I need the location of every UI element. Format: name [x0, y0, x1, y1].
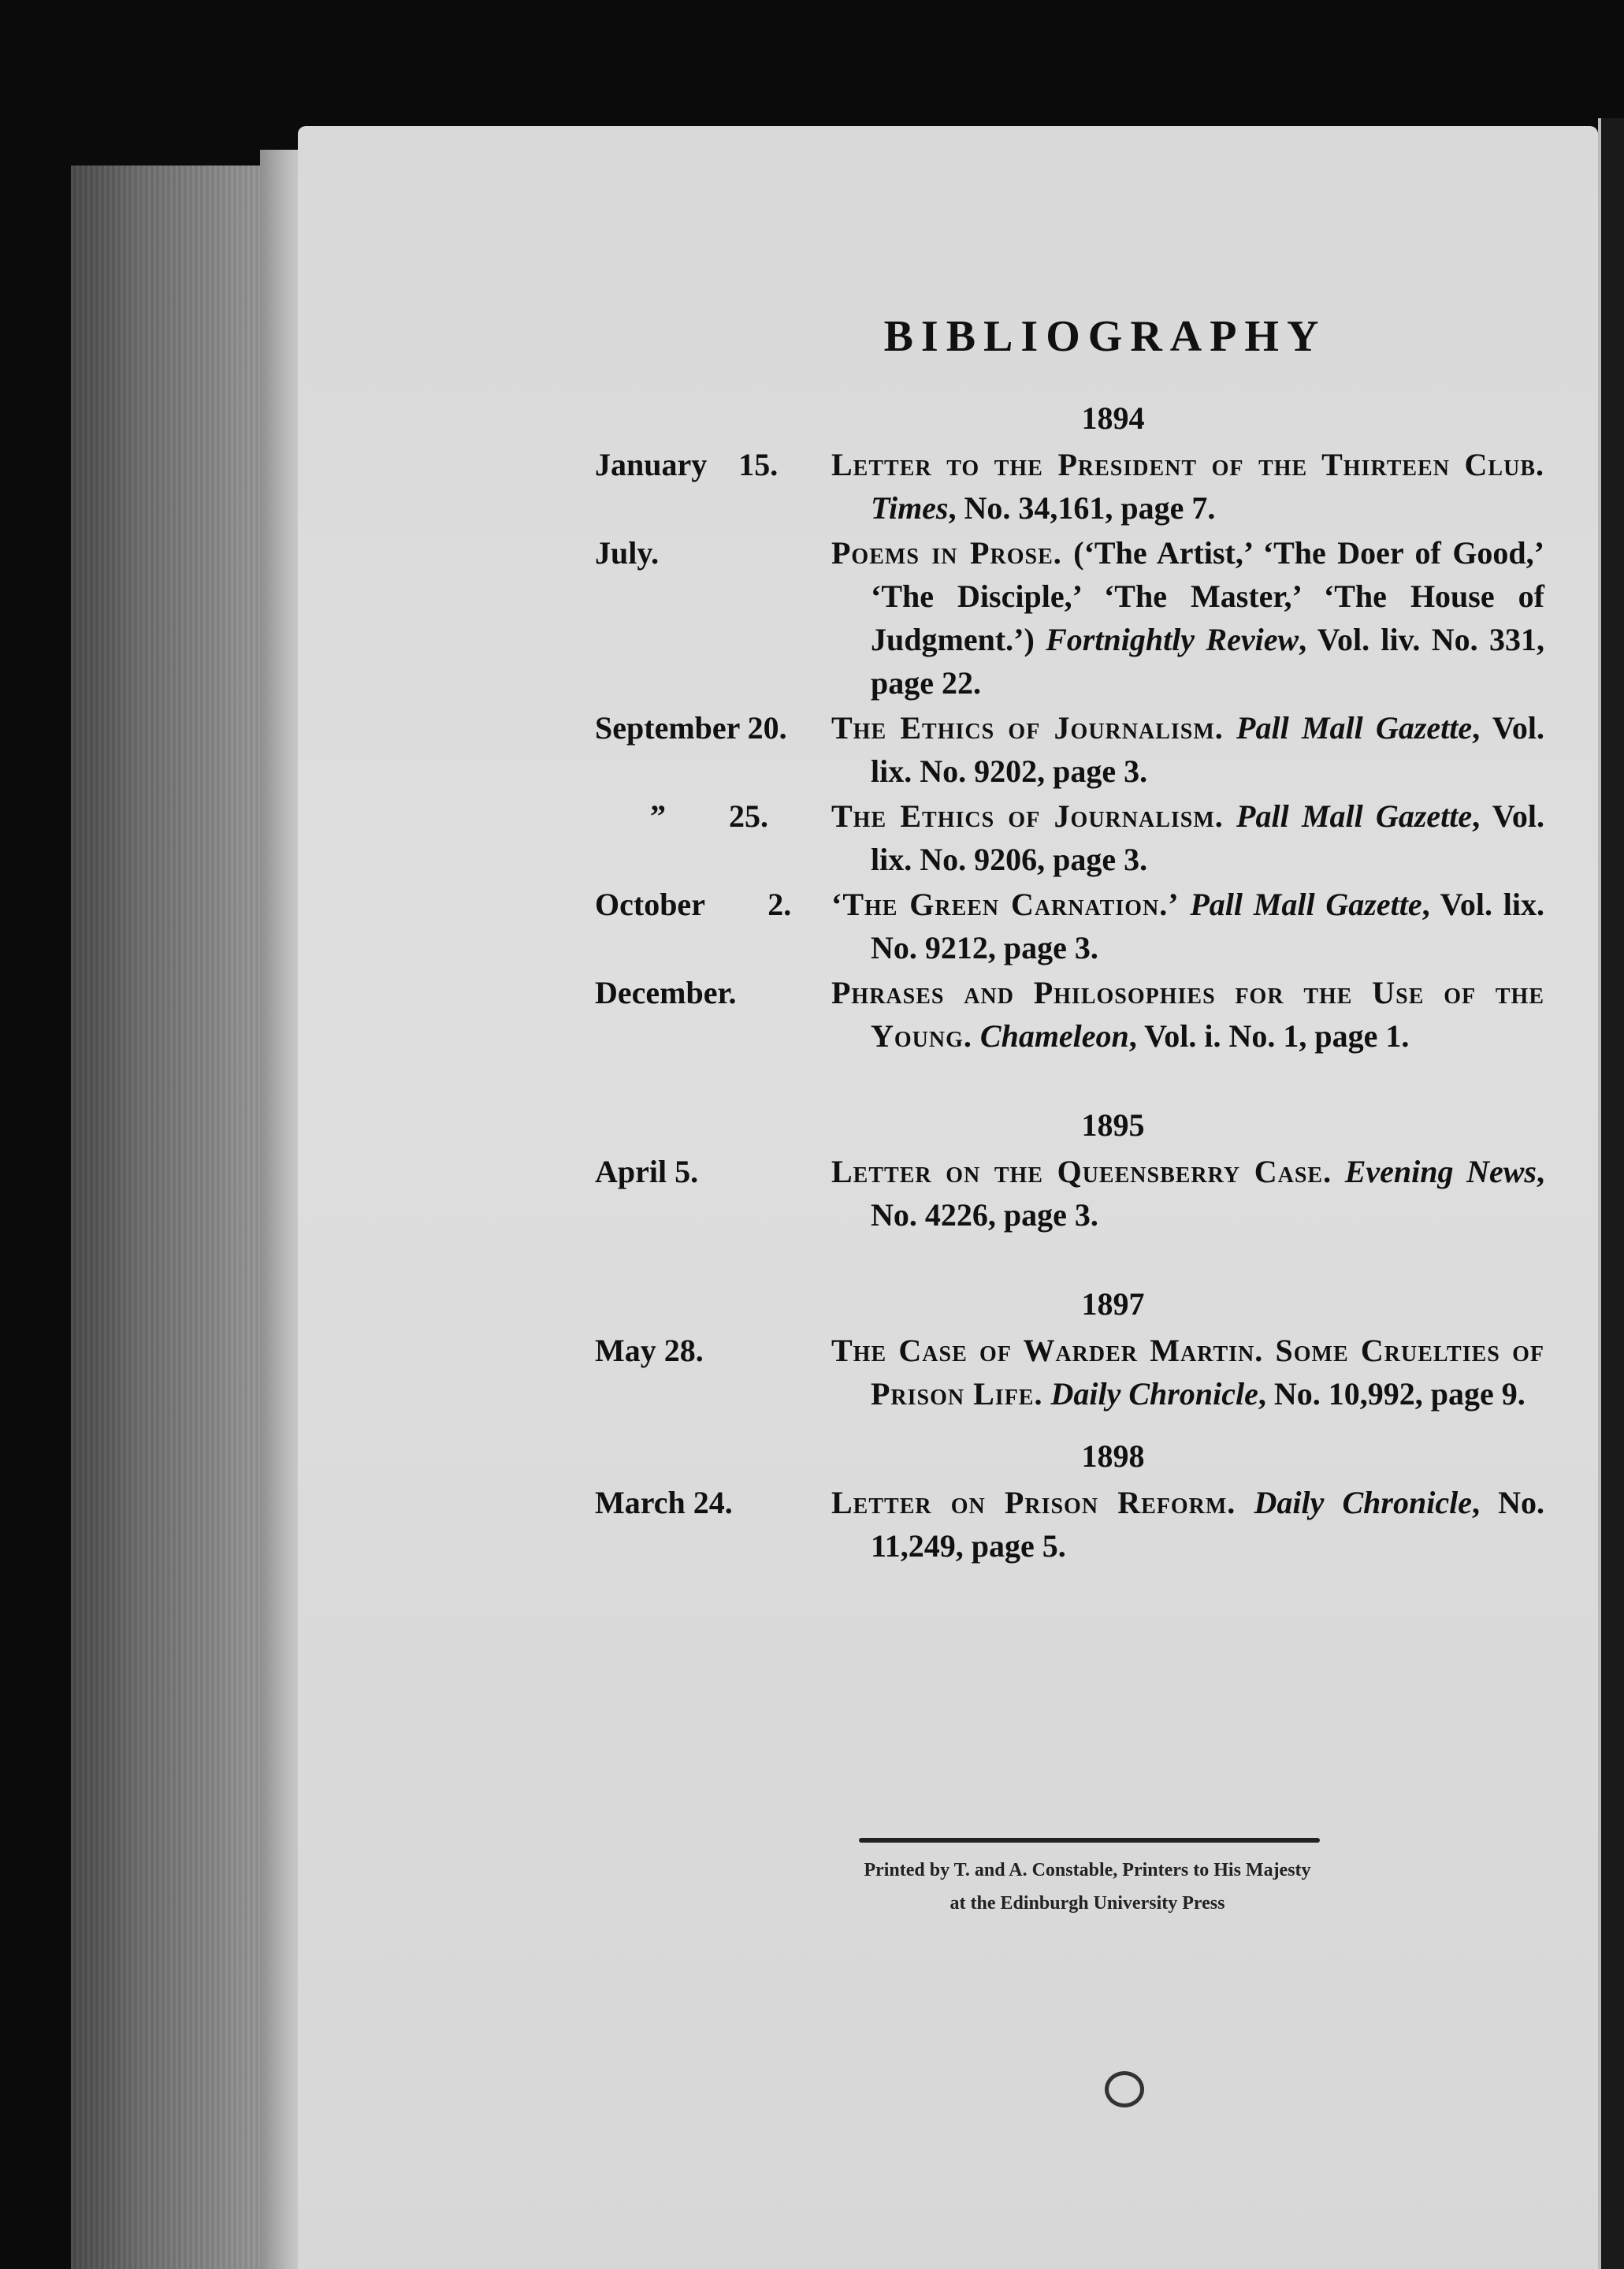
book-spine	[71, 166, 288, 2269]
publication-name: Fortnightly Review	[1046, 622, 1299, 657]
entry-detail: , Vol. lix. No. 9212, page 3.	[871, 887, 1544, 965]
year-section-1895	[595, 1107, 1544, 1237]
facing-page-edge	[1598, 118, 1624, 2269]
entry-date: March 24.	[595, 1485, 733, 1520]
bibliography-entry	[595, 1150, 1544, 1237]
entry-date: July.	[595, 535, 660, 571]
entry-date: ” 25.	[595, 798, 768, 834]
entry-detail	[1224, 798, 1236, 834]
year-heading: 1895	[1081, 1107, 1145, 1143]
publication-name: Pall Mall Gazette	[1190, 887, 1422, 922]
year-heading: 1897	[1081, 1286, 1145, 1322]
publication-name: Pall Mall Gazette	[1236, 710, 1473, 746]
publication-name: Daily Chronicle	[1050, 1376, 1258, 1412]
publication-name: Evening News	[1344, 1154, 1537, 1189]
year-heading: 1894	[1081, 400, 1145, 436]
entry-text	[831, 971, 1544, 1058]
entry-date: October 2.	[595, 887, 792, 922]
bibliography-entry	[595, 531, 1544, 705]
entry-detail	[1332, 1154, 1345, 1189]
entry-detail: , No. 34,161, page 7.	[948, 490, 1216, 526]
page-mark-circle	[1105, 2071, 1144, 2107]
colophon-line: Printed by T. and A. Constable, Printers to His Majesty	[864, 1860, 1311, 1880]
entry-date: May 28.	[595, 1333, 704, 1368]
year-heading: 1898	[1081, 1438, 1145, 1474]
entry-title: The Case of Warder Martin. Some Cruelties of Prison Life.	[831, 1333, 1544, 1412]
bibliography-entry	[595, 1329, 1544, 1415]
entry-text	[831, 883, 1544, 969]
bibliography-entry	[595, 1481, 1544, 1568]
page-title: BIBLIOGRAPHY	[883, 312, 1327, 361]
colophon-line: at the Edinburgh University Press	[950, 1893, 1225, 1914]
entry-detail: , Vol. liv. No. 331, page 22.	[871, 622, 1544, 701]
entry-detail: , Vol. i. No. 1, page 1.	[1128, 1018, 1410, 1054]
year-section-1898	[595, 1438, 1544, 1568]
bibliography-content	[595, 311, 1544, 1569]
entry-detail: , Vol. lix. No. 9206, page 3.	[871, 798, 1545, 877]
entry-date: September 20.	[595, 710, 787, 746]
entry-detail	[1042, 1376, 1050, 1412]
entry-title: Phrases and Philosophies for the Use of the Young.	[831, 975, 1544, 1054]
publication-name: Daily Chronicle	[1254, 1485, 1472, 1520]
entry-date: January 15.	[595, 447, 779, 482]
entry-date: April 5.	[595, 1154, 699, 1189]
entry-title: The Ethics of Journalism.	[831, 798, 1224, 834]
entry-title: ‘The Green Carnation.’	[831, 887, 1180, 922]
entry-detail: (‘The Artist,’ ‘The Doer of Good,’ ‘The Disciple,’ ‘The Master,’ ‘The House of Judgment.’)	[871, 535, 1544, 657]
bibliography-entry	[595, 883, 1544, 969]
printer-colophon	[741, 1854, 1434, 1920]
publication-name: Times	[871, 490, 949, 526]
entry-detail: , Vol. lix. No. 9202, page 3.	[871, 710, 1545, 789]
entry-text	[831, 443, 1544, 530]
bibliography-entry	[595, 794, 1544, 881]
entry-text	[831, 531, 1544, 705]
entry-date: December.	[595, 975, 737, 1010]
entry-title: Letter on Prison Reform.	[831, 1485, 1236, 1520]
year-section-1897	[595, 1285, 1544, 1415]
entry-text	[831, 1481, 1544, 1568]
entry-detail	[1180, 887, 1191, 922]
entry-text	[831, 1150, 1544, 1237]
entry-title: Letter to the President of the Thirteen Club.	[831, 447, 1544, 482]
entry-detail: , No. 11,249, page 5.	[871, 1485, 1544, 1564]
bibliography-entry	[595, 971, 1544, 1058]
publication-name: Chameleon	[979, 1018, 1129, 1054]
entry-text	[831, 794, 1544, 881]
entry-text	[831, 1329, 1544, 1415]
entry-detail	[972, 1018, 980, 1054]
bibliography-entry	[595, 443, 1544, 530]
year-section-1894	[595, 400, 1544, 1058]
entry-detail	[1236, 1485, 1254, 1520]
entry-title: Poems in Prose.	[831, 535, 1062, 571]
entry-detail: , No. 4226, page 3.	[871, 1154, 1544, 1233]
colophon-rule	[859, 1838, 1320, 1843]
bibliography-entry	[595, 706, 1544, 793]
entry-title: Letter on the Queensberry Case.	[831, 1154, 1332, 1189]
publication-name: Pall Mall Gazette	[1236, 798, 1473, 834]
entry-title: The Ethics of Journalism.	[831, 710, 1224, 746]
entry-text	[831, 706, 1544, 793]
entry-detail	[1224, 710, 1236, 746]
entry-detail: , No. 10,992, page 9.	[1258, 1376, 1526, 1412]
